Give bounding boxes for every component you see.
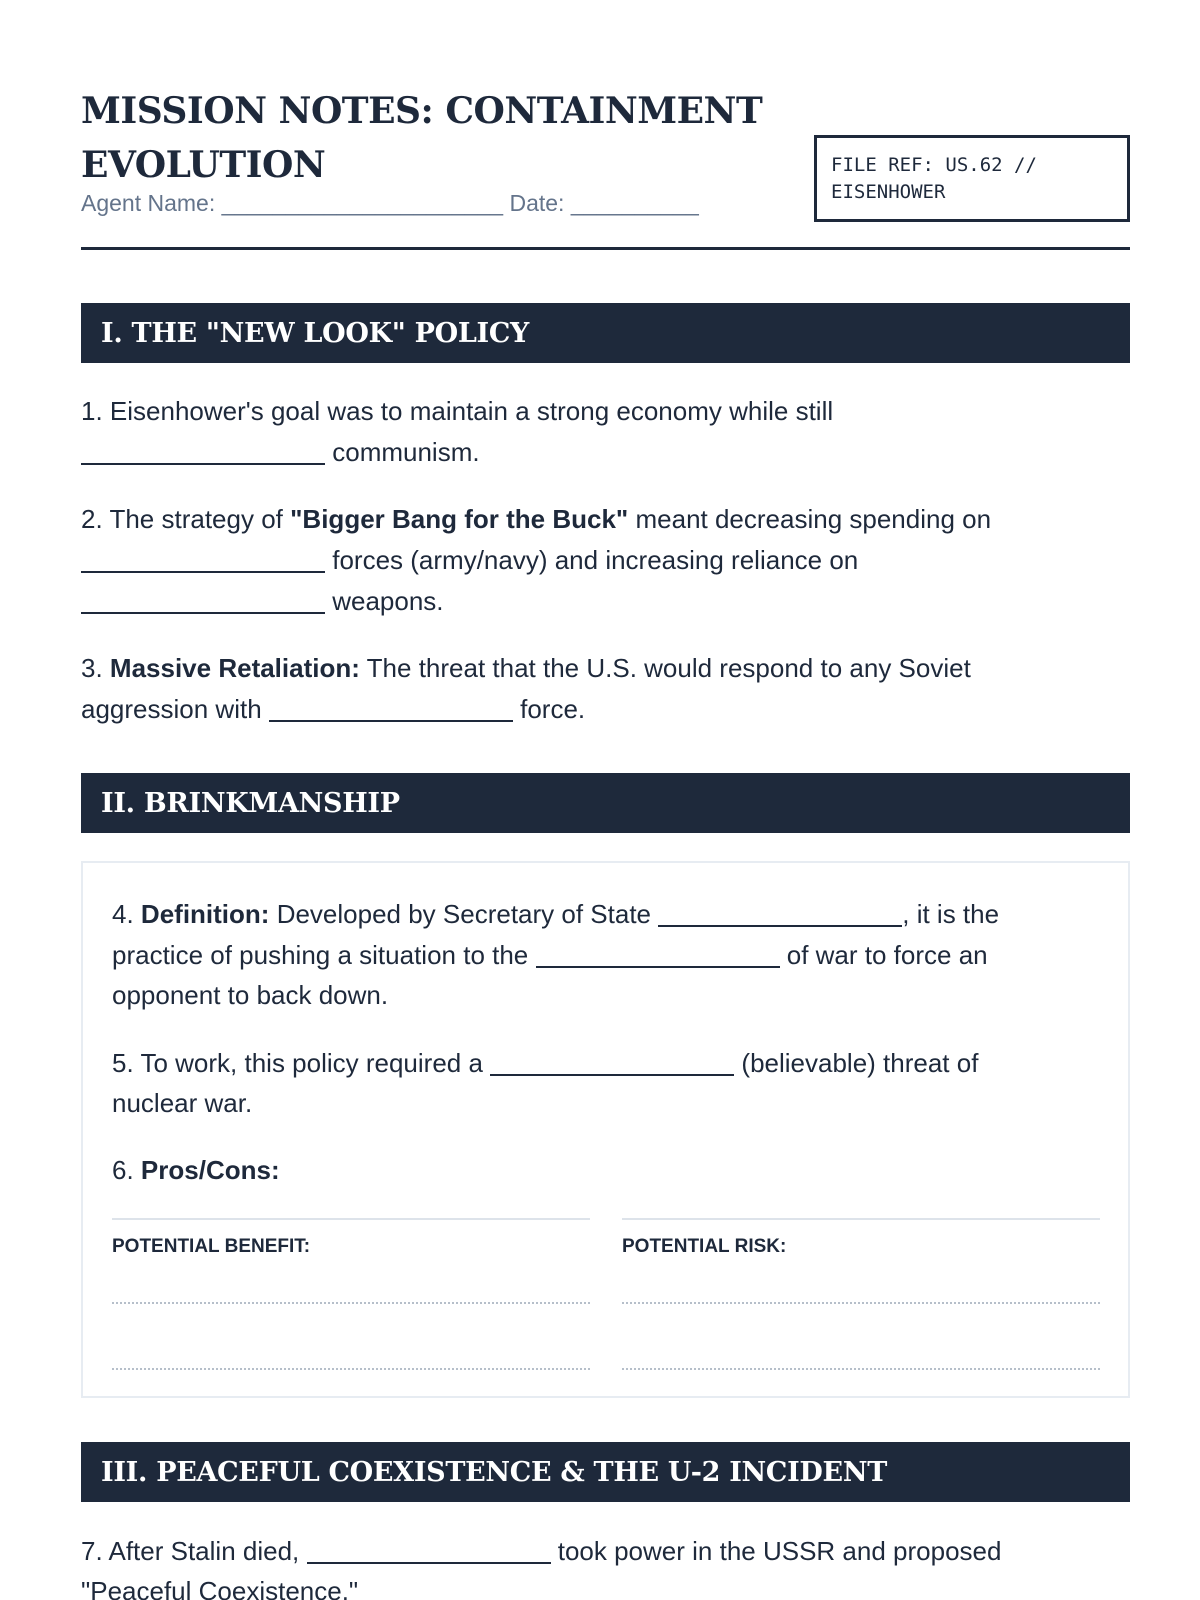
section-title: III. PEACEFUL COEXISTENCE & THE U-2 INCIDENT xyxy=(101,1456,887,1488)
answer-blank[interactable] xyxy=(536,938,780,968)
question-text: After Stalin died, xyxy=(108,1536,300,1566)
divider xyxy=(112,1218,590,1220)
question-text: weapons. xyxy=(332,586,444,616)
file-ref-box xyxy=(814,135,1130,222)
date-label: Date: xyxy=(509,190,565,216)
question-text: Developed by Secretary of State xyxy=(276,899,652,929)
answer-blank[interactable] xyxy=(269,692,513,722)
question-text: practice of pushing a situation to the xyxy=(112,940,529,970)
benefit-label: POTENTIAL BENEFIT: xyxy=(112,1236,311,1257)
question-number: 7. xyxy=(81,1536,103,1566)
question-text: opponent to back down. xyxy=(112,980,389,1010)
question-text: To work, this policy required a xyxy=(140,1048,483,1078)
question-text: force. xyxy=(520,694,586,724)
brinkmanship-box xyxy=(81,861,1130,1398)
question-number: 4. xyxy=(112,899,134,929)
section-header-peaceful-coexistence xyxy=(81,1442,1130,1502)
page-header xyxy=(81,84,1130,250)
question-text: meant decreasing spending on xyxy=(635,504,992,534)
question-text: aggression with xyxy=(81,694,262,724)
date-blank[interactable]: __________ xyxy=(570,190,699,216)
question-text: forces (army/navy) and increasing reliance on xyxy=(332,545,859,575)
question-bold-term: Pros/Cons: xyxy=(140,1155,280,1185)
question-text: took power in the USSR and proposed xyxy=(557,1536,1002,1566)
answer-blank[interactable] xyxy=(81,543,325,573)
benefit-column xyxy=(112,1218,590,1370)
file-ref-line-2: EISENHOWER xyxy=(831,181,946,203)
question-number: 5. xyxy=(112,1048,134,1078)
title-line-1: MISSION NOTES: CONTAINMENT xyxy=(81,90,763,132)
risk-label: POTENTIAL RISK: xyxy=(622,1236,787,1257)
question-text: communism. xyxy=(332,437,480,467)
answer-blank[interactable] xyxy=(658,897,902,927)
question-text: "Peaceful Coexistence." xyxy=(81,1576,359,1600)
title-line-2: EVOLUTION xyxy=(81,144,326,186)
question-5 xyxy=(112,1042,1100,1123)
section-header-brinkmanship xyxy=(81,773,1130,833)
agent-name-blank[interactable]: ______________________ xyxy=(221,190,504,216)
question-text: Eisenhower's goal was to maintain a strong economy while still xyxy=(109,396,834,426)
question-bold-term: "Bigger Bang for the Buck" xyxy=(290,504,629,534)
section-header-new-look xyxy=(81,303,1130,363)
question-text: (believable) threat of xyxy=(741,1048,979,1078)
answer-blank[interactable] xyxy=(81,435,325,465)
page-title xyxy=(81,84,781,192)
answer-blank[interactable] xyxy=(307,1534,551,1564)
question-2 xyxy=(81,499,1130,621)
question-text: The strategy of xyxy=(109,504,283,534)
benefit-answer-line[interactable] xyxy=(112,1302,590,1304)
file-ref-line-1: FILE REF: US.62 // xyxy=(831,154,1037,176)
agent-name-label: Agent Name: xyxy=(81,190,216,216)
question-3 xyxy=(81,648,1130,729)
question-1 xyxy=(81,391,1130,472)
divider xyxy=(622,1218,1100,1220)
question-bold-term: Massive Retaliation: xyxy=(109,653,360,683)
question-number: 3. xyxy=(81,653,103,683)
question-7 xyxy=(81,1530,1130,1600)
section-title: I. THE "NEW LOOK" POLICY xyxy=(101,317,530,349)
question-text: The threat that the U.S. would respond to any Soviet xyxy=(366,653,971,683)
risk-answer-line[interactable] xyxy=(622,1302,1100,1304)
answer-blank[interactable] xyxy=(490,1046,734,1076)
answer-blank[interactable] xyxy=(81,584,325,614)
risk-column xyxy=(622,1218,1100,1370)
question-text: nuclear war. xyxy=(112,1088,253,1118)
question-bold-term: Definition: xyxy=(140,899,270,929)
section-title: II. BRINKMANSHIP xyxy=(101,787,400,819)
question-6 xyxy=(112,1150,1100,1190)
question-number: 2. xyxy=(81,504,103,534)
worksheet-page xyxy=(81,84,1130,1600)
risk-answer-line[interactable] xyxy=(622,1368,1100,1370)
question-4 xyxy=(112,893,1100,1015)
pros-cons-grid xyxy=(112,1218,1100,1370)
benefit-answer-line[interactable] xyxy=(112,1368,590,1370)
question-number: 1. xyxy=(81,396,103,426)
question-text: , it is the xyxy=(902,899,1000,929)
question-number: 6. xyxy=(112,1155,134,1185)
question-text: of war to force an xyxy=(786,940,988,970)
